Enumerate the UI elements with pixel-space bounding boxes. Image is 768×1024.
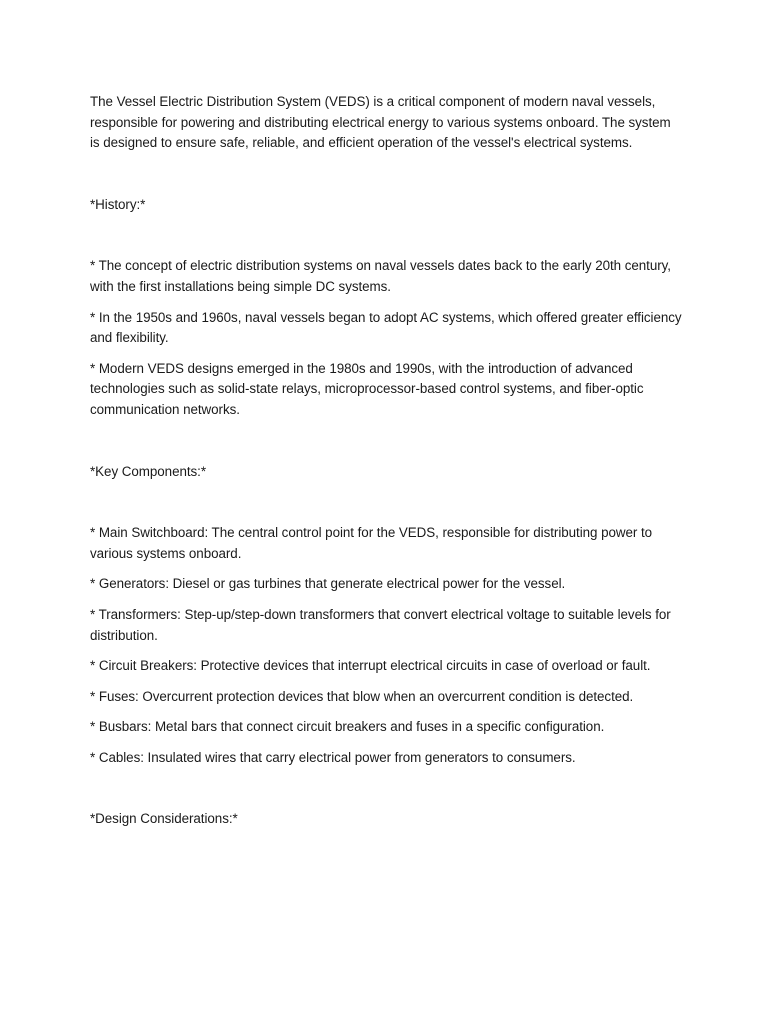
history-item: * Modern VEDS designs emerged in the 1980s and 1990s, with the introduction of advanced technologies such as solid-state relays, microprocessor-based control systems, and fiber-optic communication networks. (90, 360, 644, 417)
component-item: * Circuit Breakers: Protective devices that interrupt electrical circuits in case of overload or fault. (90, 658, 651, 674)
key-components-heading: *Key Components:* (90, 463, 207, 479)
design-considerations-heading: *Design Considerations:* (90, 811, 238, 827)
history-item: * The concept of electric distribution systems on naval vessels dates back to the early 20th century, with the first installations being simple DC systems. (90, 258, 671, 294)
history-item: * In the 1950s and 1960s, naval vessels began to adopt AC systems, which offered greater efficiency and flexibility. (90, 309, 682, 346)
component-item: * Generators: Diesel or gas turbines that generate electrical power for the vessel. (90, 576, 566, 592)
component-item: * Cables: Insulated wires that carry electrical power from generators to consumers. (90, 749, 576, 765)
component-item: * Main Switchboard: The central control point for the VEDS, responsible for distributing power to various systems onboard. (90, 525, 653, 561)
component-item: * Fuses: Overcurrent protection devices that blow when an overcurrent condition is detected. (90, 688, 634, 704)
component-item: * Busbars: Metal bars that connect circuit breakers and fuses in a specific configuration. (90, 719, 605, 735)
intro-paragraph: The Vessel Electric Distribution System (VEDS) is a critical component of modern naval vessels, responsible for powering and distributing electrical energy to various systems onboard. The system is designed to ensure safe, reliable, and efficient operation of the vessel's electrical systems. (90, 94, 671, 151)
history-heading: *History:* (90, 196, 146, 212)
document-body (90, 92, 682, 871)
component-item: * Transformers: Step-up/step-down transformers that convert electrical voltage to suitable levels for distribution. (90, 606, 671, 643)
